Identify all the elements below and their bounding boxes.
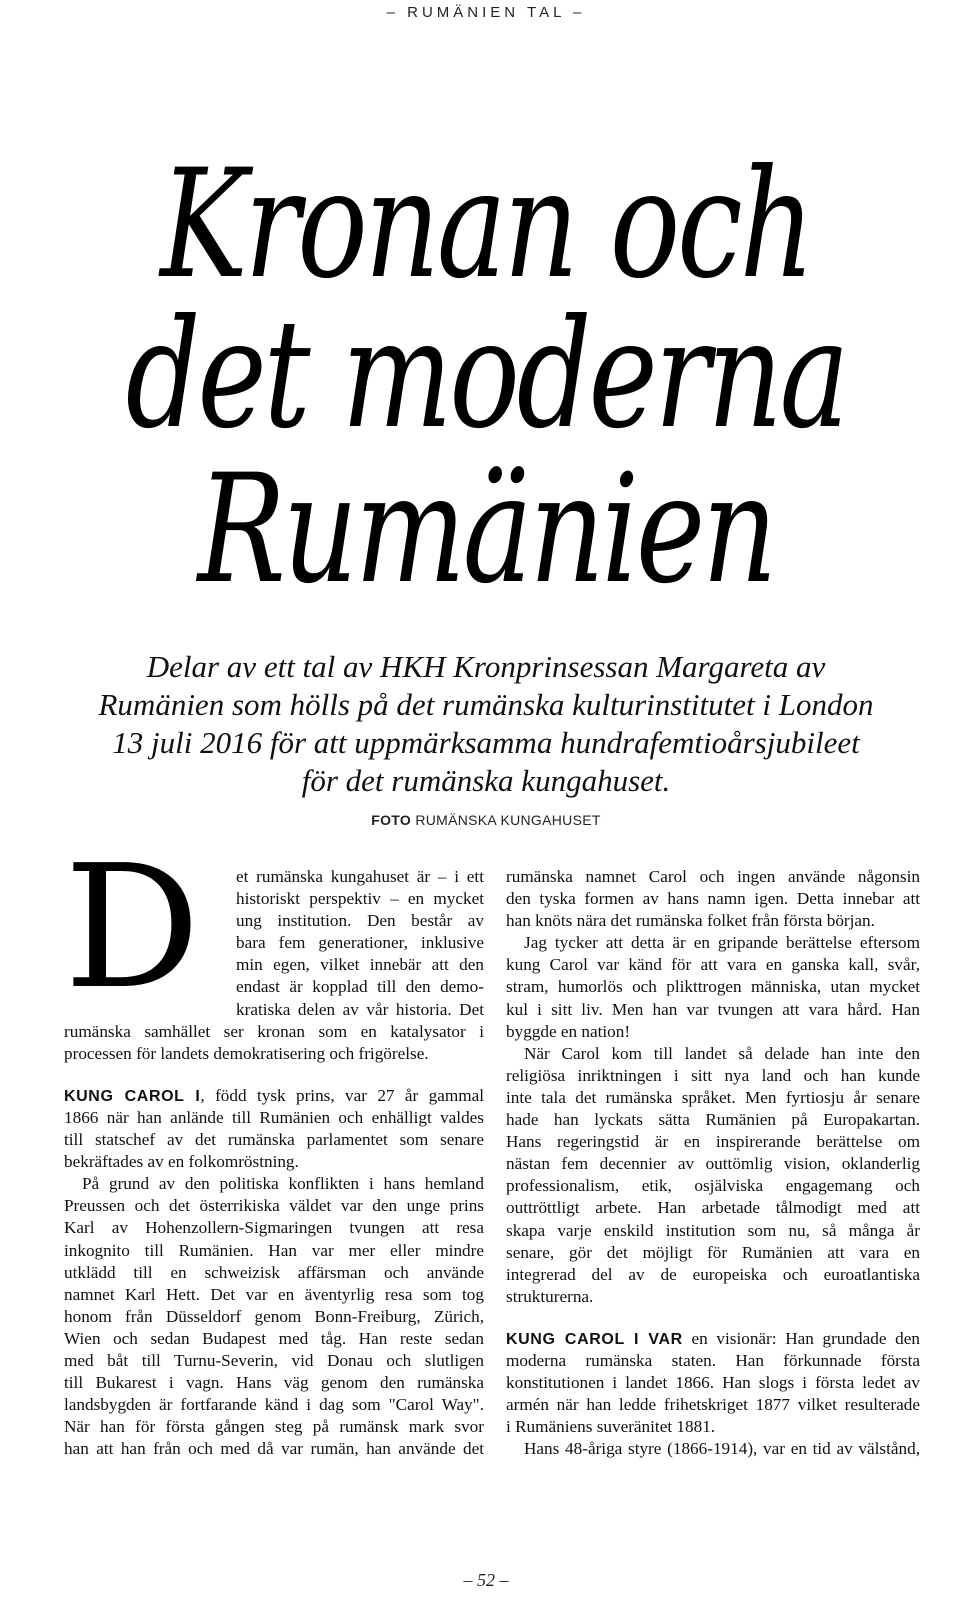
body-line: moderna rumänska staten. Han förkunnade första xyxy=(506,1350,920,1370)
body-line: inkognito till Rumänien. Han var mer eller mindre xyxy=(64,1240,484,1260)
body-line: konstitutionen i landet 1866. Han slogs i första ledet av xyxy=(506,1373,920,1393)
body-line: min egen, vilket innebär att den xyxy=(236,955,484,975)
body-line: processen för landets demokratisering och frigörelse. xyxy=(64,1043,429,1063)
body-line: Preussen och det österrikiska väldet var den unge prins xyxy=(64,1196,484,1216)
body-line: Hans 48-åriga styre (1866-1914), var en tid av välstånd, xyxy=(524,1439,920,1459)
lede-line: Delar av ett tal av HKH Kronprinsessan Margareta av xyxy=(146,649,826,684)
photo-credit-value: RUMÄNSKA KUNGAHUSET xyxy=(415,812,601,828)
body-line: kul i sitt liv. Men han var tvungen att vara hård. Han xyxy=(506,999,920,1019)
body-line: landsbygden är fortfarande känd i dag som "Carol Way". xyxy=(64,1395,484,1415)
body-line: inte tala det rumänska språket. Men fyrtiosju år senare xyxy=(506,1087,920,1107)
body-line: honom från Düsseldorf genom Bonn-Freiburg, Zürich, xyxy=(64,1306,484,1326)
section-first-line xyxy=(506,1328,920,1350)
body-line: utklädd till en schweizisk affärsman och använde xyxy=(64,1262,484,1282)
article-lede xyxy=(60,648,912,800)
body-line: När han för första gången steg på rumänsk mark svor xyxy=(64,1417,484,1437)
body-line: namnet Karl Hett. Det var en äventyrlig resa som tog xyxy=(64,1284,484,1304)
body-text: , född tysk prins, var 27 år gammal xyxy=(200,1085,484,1105)
body-line: När Carol kom till landet så delade han inte den xyxy=(524,1043,920,1063)
body-line: han att han från och med då var rumän, han använde det xyxy=(64,1439,484,1459)
body-line: integrerad del av de europeiska och euroatlantiska xyxy=(506,1264,920,1284)
page-number: – 52 – xyxy=(463,1570,509,1590)
body-line: i Rumäniens suveränitet 1881. xyxy=(506,1417,716,1437)
title-line-1: Kronan och xyxy=(160,138,812,312)
body-line: med båt till Turnu-Severin, vid Donau och slutligen xyxy=(64,1350,484,1370)
body-line: Hans regeringstid är en inspirerande berättelse om xyxy=(506,1132,920,1152)
body-line: Wien och sedan Budapest med tåg. Han reste sedan xyxy=(64,1328,484,1348)
body-line: bekräftades av en folkomröstning. xyxy=(64,1152,299,1172)
body-column-left xyxy=(64,829,484,1460)
body-line: rumänska namnet Carol och ingen använde någonsin xyxy=(506,867,920,886)
body-line: skapa varje enskild institution som nu, så många år xyxy=(506,1220,920,1240)
body-line: byggde en nation! xyxy=(506,1021,631,1041)
body-line: senare, gör det möjligt för Rumänien att vara en xyxy=(506,1242,920,1262)
body-line: bara fem generationer, inklusive xyxy=(236,933,484,953)
photo-credit-label: FOTO xyxy=(371,812,412,828)
section-lead-in: KUNG CAROL I VAR xyxy=(506,1330,683,1348)
section-lead-in: KUNG CAROL I xyxy=(64,1087,201,1105)
body-line: till Bukarest i vagn. Hans väg genom den rumänska xyxy=(64,1373,484,1393)
section-label: – RUMÄNIEN TAL – xyxy=(386,4,586,21)
body-line: outtröttligt arbete. Han arbetade tålmodigt med att xyxy=(506,1198,920,1218)
body-line: nästan fem decennier av outtömlig vision, oklanderlig xyxy=(506,1154,920,1174)
body-line: et rumänska kungahuset är – i ett xyxy=(236,867,484,886)
lede-line: Rumänien som hölls på det rumänska kulturinstitutet i London xyxy=(98,687,874,722)
title-line-2: det moderna xyxy=(125,288,847,462)
drop-cap: D xyxy=(64,829,201,1027)
body-line: strukturerna. xyxy=(506,1286,594,1306)
body-line: historiskt perspektiv – en mycket xyxy=(236,889,484,909)
body-line: kung Carol var känd för att vara en ganska kall, svår, xyxy=(506,955,920,975)
body-line: religiösa inriktningen i sitt nya land och han kunde xyxy=(506,1065,920,1085)
body-line: endast är kopplad till den demo- xyxy=(236,977,484,997)
body-line: till statschef av det rumänska parlamentet som senare xyxy=(64,1130,484,1150)
body-line: professionalism, etik, osjälviska engagemang och xyxy=(506,1176,920,1196)
body-column-right xyxy=(506,866,920,1460)
body-line: Jag tycker att detta är en gripande berättelse eftersom xyxy=(524,933,920,953)
body-line: hade han lyckats sätta Rumänien på Europakartan. xyxy=(506,1110,920,1130)
body-line: kratiska delen av vår historia. Det xyxy=(236,999,484,1019)
body-line: rumänska samhället ser kronan som en katalysator i xyxy=(64,1021,484,1041)
lede-line: för det rumänska kungahuset. xyxy=(301,763,671,798)
body-text: en visionär: Han grundade den xyxy=(682,1328,920,1348)
body-line: Karl av Hohenzollern-Sigmaringen tvungen att resa xyxy=(64,1218,484,1238)
body-line: På grund av den politiska konflikten i hans hemland xyxy=(82,1174,484,1194)
body-line: han knöts nära det rumänska folket från första början. xyxy=(506,911,875,931)
lede-line: 13 juli 2016 för att uppmärksamma hundrafemtioårsjubileet xyxy=(112,725,860,760)
body-line: stram, humorlös och plikttrogen människa, utan mycket xyxy=(506,977,920,997)
title-line-3: Rumänien xyxy=(197,443,775,617)
section-first-line xyxy=(64,1085,484,1107)
body-line: ung institution. Den består av xyxy=(236,911,484,931)
photo-credit xyxy=(0,812,972,828)
body-line: armén när han ledde frihetskriget 1877 vilket resulterade xyxy=(506,1395,920,1415)
body-line: 1866 när han anlände till Rumänien och enhälligt valdes xyxy=(64,1107,484,1127)
body-line: den tyska formen av hans namn igen. Detta innebar att xyxy=(506,889,920,909)
